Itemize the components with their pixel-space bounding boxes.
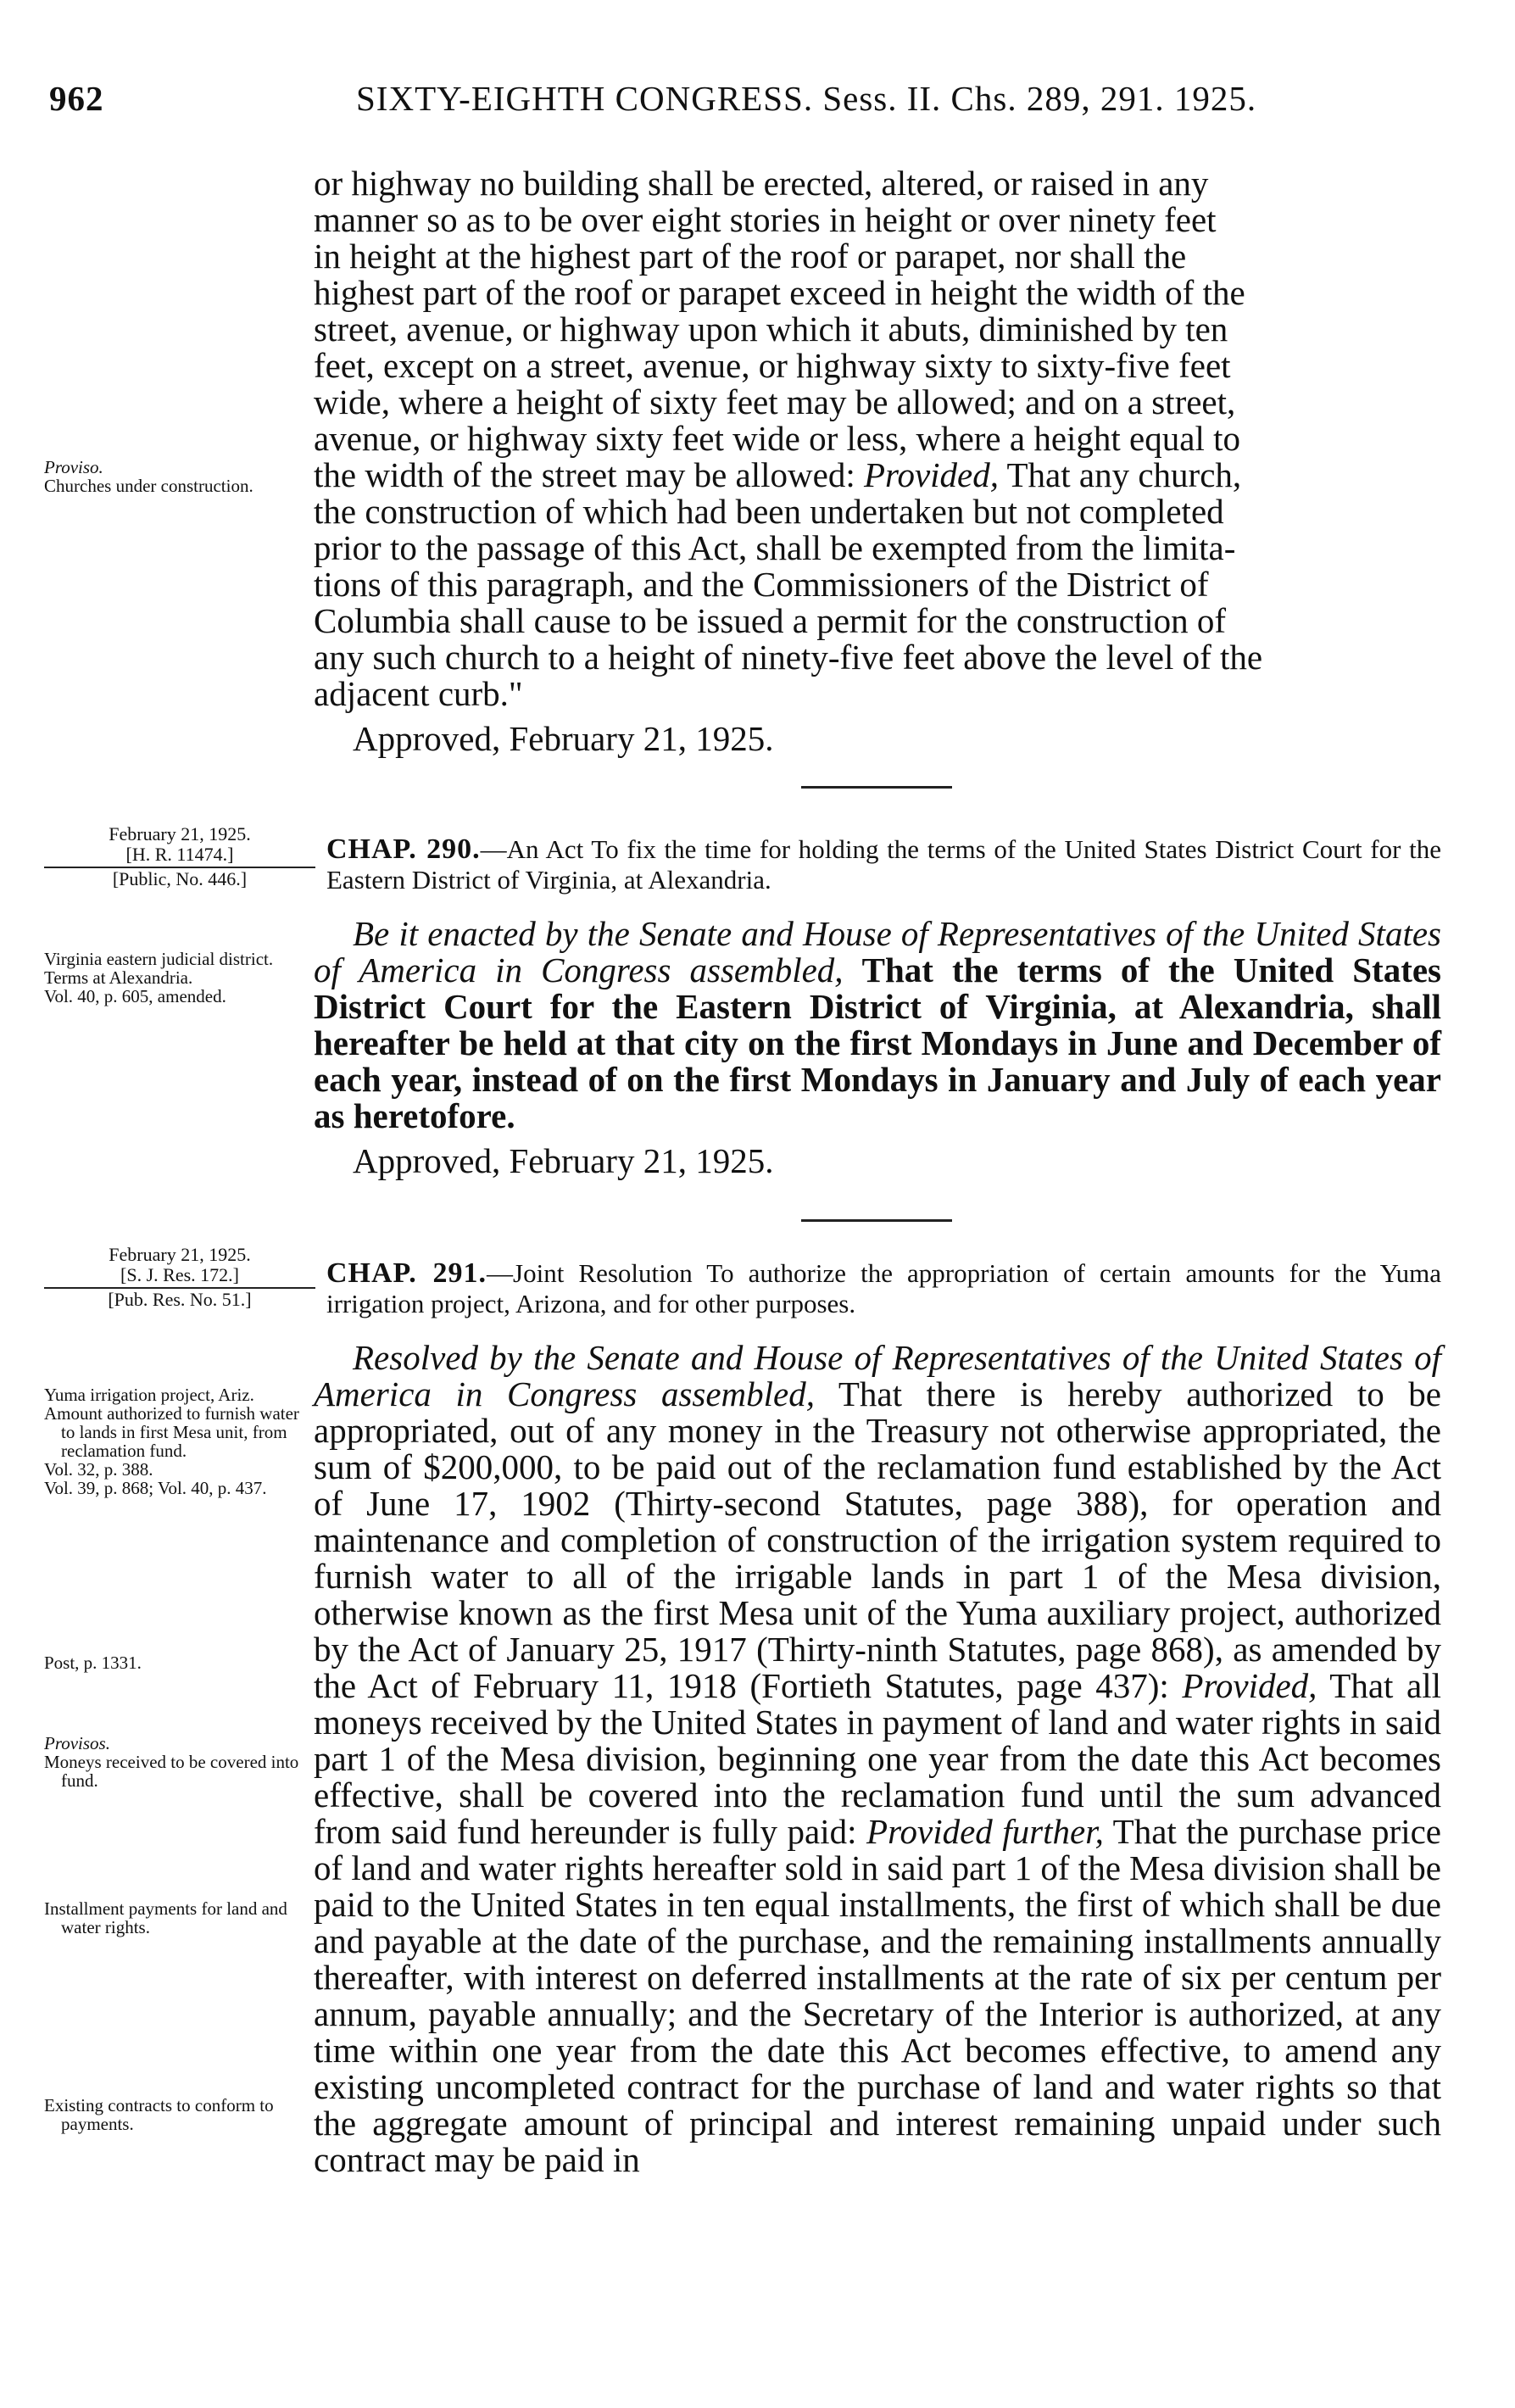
margin-note-yuma: Yuma irrigation project, Ariz. [44, 1385, 254, 1405]
text-line: the construction of which had been undertaken but not completed [314, 492, 1224, 531]
chap291-heading [326, 1258, 1441, 1319]
margin-note: Virginia eastern judicial district. [44, 949, 274, 969]
chap290-bill: [H. R. 11474.] [125, 844, 234, 865]
margin-note-amount: Amount authorized to furnish water to lands in first Mesa unit, from reclamation fund. [44, 1403, 299, 1461]
text-line: wide, where a height of sixty feet may be allowed; and on a street, [314, 382, 1236, 421]
text-line: Columbia shall cause to be issued a permit for the construction of [314, 601, 1226, 640]
text-line: tions of this paragraph, and the Commissioners of the District of [314, 565, 1209, 604]
chap291-text-part-1: That there is hereby authorized to be appropriated, out of any money in the Treasury not otherwise appropriated, the sum of $200,000, to be paid out of the reclamation fund established by the Act of June 17, 1902 (Thirty-second Statutes, page 388), for operation and maintenance and completion of construction of the irrigation system required to furnish water to all of the irrigable lands in part 1 of the Mesa division, otherwise known as the first Mesa unit of the Yuma auxiliary project, authorized by the Act of January 25, 1917 (Thirty-ninth Statutes, page 868), as amended by the Act of February 11, 1918 (Fortieth Statutes, page 437): [314, 1374, 1442, 1705]
margin-note-moneys: Moneys received to be covered into fund. [44, 1752, 299, 1791]
chap291-body [314, 1340, 1441, 2178]
churches-note: Churches under construction. [44, 476, 253, 496]
approved-line: Approved, February 21, 1925. [353, 1141, 774, 1180]
margin-note-provisos: Provisos. [44, 1733, 110, 1753]
provided-phrase: Provided, [1182, 1666, 1317, 1705]
chap291-date: February 21, 1925. [109, 1244, 251, 1265]
chap291-margin-post [44, 1653, 315, 1672]
chap290-public-law: [Public, No. 446.] [44, 867, 315, 889]
resolving-clause: Resolved by the Senate and House of Representatives of the United States of America in Congress assembled, [314, 1338, 1441, 1413]
chap290-title: —An Act To fix the time for holding the terms of the United States District Court for the Eastern District of Virginia, at Alexandria. [326, 834, 1441, 895]
chap291-margin-notes-a [44, 1385, 315, 1497]
margin-note: Terms at Alexandria. [44, 967, 193, 988]
chap290-date-box [44, 824, 315, 889]
text-line: street, avenue, or highway upon which it abuts, diminished by ten [314, 309, 1228, 348]
margin-note-existing: Existing contracts to conform to payments. [44, 2095, 274, 2134]
chap290-label: CHAP. 290. [326, 833, 481, 865]
proviso-label: Proviso. [44, 457, 103, 477]
chap291-margin-provisos [44, 1734, 315, 1790]
header-title: SIXTY-EIGHTH CONGRESS. Sess. II. Chs. 289, 291. 1925. [356, 79, 1257, 118]
chap291-text [314, 1340, 1441, 2178]
enacting-clause: Be it enacted by the Senate and House of Representatives of the United States of America in Congress assembled, [314, 914, 1441, 989]
text-line: any such church to a height of ninety-five feet above the level of the [314, 638, 1263, 677]
chap291-text-part-3: That the purchase price of land and water rights hereafter sold in said part 1 of the Mesa division shall be paid to the United States in ten equal installments, the first of which shall be due and payable at the date of the purchase, and the remaining installments annually thereafter, with interest on deferred installments at the rate of six per centum per annum, payable annually; and the Secretary of the Interior is authorized, at any time within one year from the date this Act becomes effective, to amend any existing uncompleted contract for the purchase of land and water rights so that the aggregate amount of principal and interest remaining unpaid under such contract may be paid in [314, 1812, 1442, 2179]
section-divider [801, 1219, 952, 1222]
text-line: or highway no building shall be erected, altered, or raised in any [314, 164, 1209, 203]
margin-note-installment: Installment payments for land and water rights. [44, 1898, 287, 1937]
text-line: manner so as to be over eight stories in height or over ninety feet [314, 200, 1217, 239]
provided-further-phrase: Provided further, [866, 1812, 1104, 1851]
margin-note-vol32: Vol. 32, p. 388. [44, 1459, 153, 1480]
text-line [314, 457, 1441, 493]
text-line: highest part of the roof or parapet exceed in height the width of the [314, 273, 1245, 312]
chap291-text-part-2: That all moneys received by the United States in payment of land and water rights in said part 1 of the Mesa division, beginning one year from the date this Act becomes effective, shall be covered into the reclamation fund until the sum advanced from said fund hereunder is fully paid: [314, 1666, 1441, 1851]
text-line: in height at the highest part of the roof or parapet, nor shall the [314, 237, 1187, 276]
chap291-title: —Joint Resolution To authorize the appropriation of certain amounts for the Yuma irrigation project, Arizona, and for other purposes. [326, 1258, 1441, 1318]
running-header [49, 78, 1457, 129]
margin-note-proviso [44, 458, 315, 495]
provided-phrase: Provided, [863, 455, 999, 494]
chap290-date: February 21, 1925. [109, 823, 251, 844]
text-line: feet, except on a street, avenue, or highway sixty to sixty-five feet [314, 346, 1231, 385]
chap290-body [314, 916, 1441, 1134]
chap290-operative-text: That the terms of the United States District Court for the Eastern District of Virginia, at Alexandria, shall hereafter be held at that city on the first Mondays in June and December of each year, instead of on the first Mondays in January and July of each year as heretofore. [314, 950, 1442, 1135]
text-line: adjacent curb." [314, 674, 523, 713]
margin-note-vol39: Vol. 39, p. 868; Vol. 40, p. 437. [44, 1478, 267, 1498]
page-number: 962 [49, 79, 104, 118]
text-line: avenue, or highway sixty feet wide or less, where a height equal to [314, 419, 1240, 458]
approved-line: Approved, February 21, 1925. [353, 719, 774, 758]
text-fragment: the width of the street may be allowed: [314, 455, 855, 494]
margin-note: Vol. 40, p. 605, amended. [44, 986, 226, 1006]
chap291-margin-installment [44, 1899, 315, 1937]
text-line: prior to the passage of this Act, shall be exempted from the limita- [314, 528, 1236, 567]
chap291-margin-existing [44, 2096, 315, 2133]
text-fragment: That any church, [1006, 455, 1242, 494]
chap291-public-resolution: [Pub. Res. No. 51.] [44, 1287, 315, 1310]
chap290-margin-notes [44, 950, 315, 1006]
margin-note-post: Post, p. 1331. [44, 1653, 142, 1673]
chap291-bill: [S. J. Res. 172.] [120, 1264, 239, 1285]
chap291-label: CHAP. 291. [326, 1257, 487, 1289]
chap291-date-box [44, 1245, 315, 1310]
chap290-heading [326, 834, 1441, 895]
continued-text [314, 165, 1441, 757]
chap290-text [314, 916, 1441, 1179]
section-divider [801, 786, 952, 789]
